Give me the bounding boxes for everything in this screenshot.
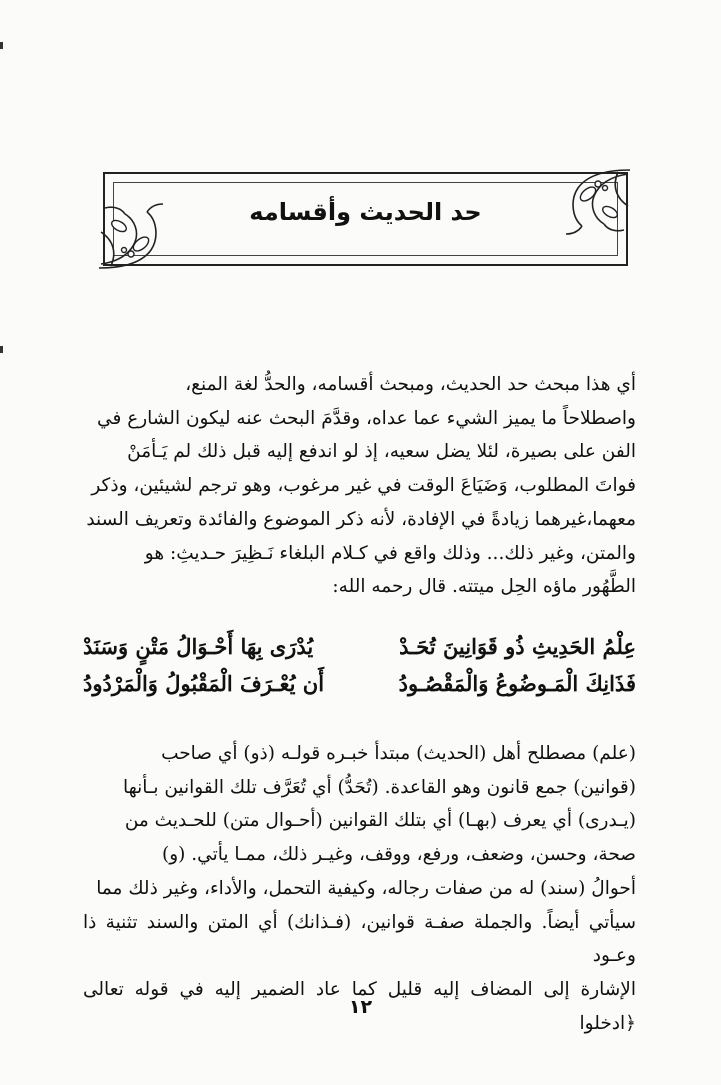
text-line: (علم) مصطلح أهل (الحديث) مبتدأ خبـره قولـه (ذو) أي صاحب: [161, 743, 636, 764]
text-line: واصطلاحاً ما يميز الشيء عما عداه، وقدَّمَ البحث عنه ليكون الشارع في: [97, 407, 636, 429]
verse-line: [83, 628, 636, 665]
text-line: أي هذا مبحث حد الحديث، ومبحث أقسامه، والحدُّ لغة المنع،: [185, 374, 636, 395]
text-line: الطَّهُور ماؤه الحِل ميتته. قال رحمه الله:: [332, 576, 636, 598]
verse-line: [83, 665, 636, 702]
scan-edge-mark: [0, 346, 3, 353]
verse-second-hemistich: يُدْرَى بِهَا أَحْـوَالُ مَتْنٍ وَسَنَدْ: [83, 634, 314, 659]
chapter-title: حد الحديث وأقسامه: [249, 198, 482, 226]
text-line: (يـدرى) أي يعرف (بهـا) أي بتلك القوانين (أحـوال متن) للحـديث من: [124, 810, 636, 832]
text-line: صحة، وحسن، وضعف، ورفع، ووقف، وغيـر ذلك، ممـا يأتي. (و): [162, 844, 636, 866]
intro-paragraph: [83, 368, 636, 604]
page-number: ١٢: [348, 996, 373, 1018]
text-line: (قوانين) جمع قانون وهو القاعدة. (تُحَدُّ) أي تُعَرَّف تلك القوانين بـأنها: [122, 776, 636, 798]
verse-first-hemistich: عِلْمُ الحَدِيثِ ذُو قَوَانِينَ تُحَـدْ: [399, 634, 636, 659]
scan-edge-mark: [0, 42, 3, 49]
text-line: فواتَ المطلوب، وَضَيَاعَ الوقت في غير مرغوب، وهو ترجم لشيئين، وذكر: [91, 475, 636, 497]
text-line: معهما،غيرهما زيادةً في الإفادة، لأنه ذكر الموضوع والفائدة وتعريف السند: [86, 508, 636, 530]
verse-first-hemistich: فَذَانِكَ الْمَـوضُوعُ وَالْمَقْصُـودُ: [398, 671, 636, 696]
text-line: سيأتي أيضاً. والجملة صفـة قوانين، (فـذانك) أي المتن والسند تثنية ذا وعـود: [83, 911, 636, 967]
poem-verse: [83, 628, 636, 702]
chapter-title-frame: [103, 172, 628, 266]
text-line: أحوالُ (سند) له من صفات رجاله، وكيفية التحمل، والأداء، وغير ذلك مما: [96, 877, 636, 899]
text-line: الفن على بصيرة، لئلا يضل سعيه، إذ لو اندفع إليه قبل ذلك لم يَـأمَنْ: [127, 441, 636, 463]
verse-second-hemistich: أَن يُعْـرَفَ الْمَقْبُولُ وَالْمَرْدُودُ: [83, 671, 325, 696]
text-line: الإشارة إلى المضاف إليه قليل كما عاد الضمير إليه في قوله تعالى ﴿ادخلوا: [83, 978, 636, 1034]
commentary-paragraph: [83, 737, 636, 1040]
text-line: والمتن، وغير ذلك... وذلك واقع في كـلام البلغاء نَـظِيرَ حـديثِ: هو: [144, 542, 636, 564]
